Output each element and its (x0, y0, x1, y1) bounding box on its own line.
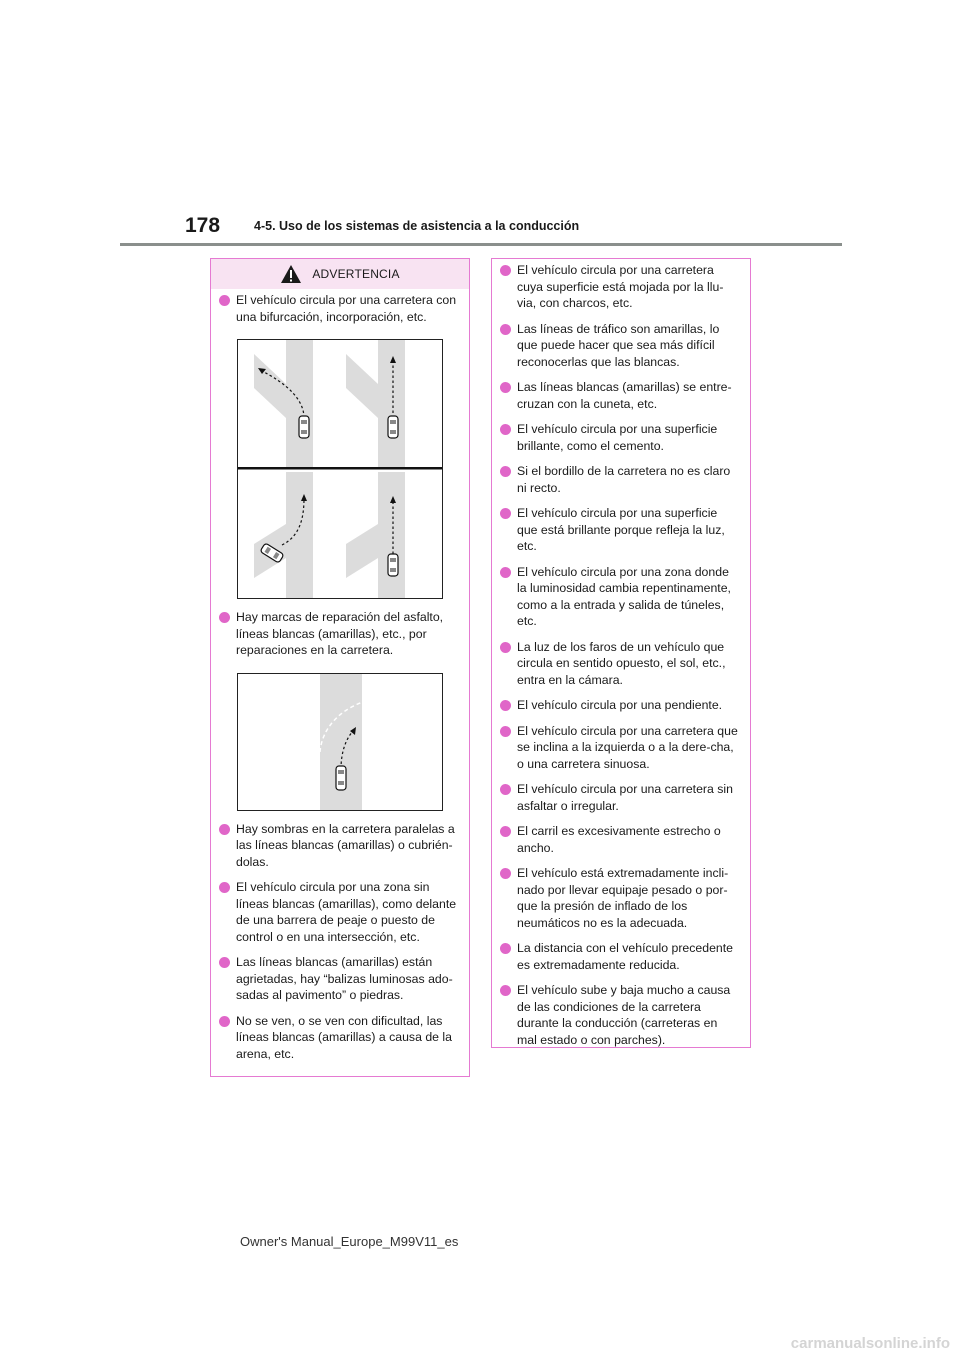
list-item: El vehículo circula por una zona donde la luminosidad cambia repentinamente, como a la entrada y salida de túneles, etc. (499, 564, 738, 630)
car-icon (388, 554, 398, 576)
warning-list-right (492, 259, 750, 1048)
list-item: Las líneas blancas (amarillas) están agrietadas, hay “balizas luminosas ado-sadas al pavimento” o piedras. (218, 954, 457, 1004)
warning-list-a (211, 289, 469, 325)
list-item: La luz de los faros de un vehículo que circula en sentido opuesto, el sol, etc., entra en la cámara. (499, 639, 738, 689)
list-item: El vehículo circula por una superficie brillante, como el cemento. (499, 421, 738, 454)
list-item: El vehículo circula por una pendiente. (499, 697, 738, 714)
list-item: Si el bordillo de la carretera no es claro ni recto. (499, 463, 738, 496)
list-item: El vehículo circula por una carretera cuya superficie está mojada por la llu-via, con charcos, etc. (499, 262, 738, 312)
list-item: La distancia con el vehículo precedente es extremadamente reducida. (499, 940, 738, 973)
list-item: El vehículo circula por una carretera sin asfaltar o irregular. (499, 781, 738, 814)
list-item: Hay marcas de reparación del asfalto, líneas blancas (amarillas), etc., por reparaciones en la carretera. (218, 609, 457, 659)
warning-triangle-icon (280, 264, 302, 284)
list-item: El vehículo circula por una zona sin líneas blancas (amarillas), como delante de una barrera de peaje o puesto de control o en una intersección, etc. (218, 879, 457, 945)
section-title: 4-5. Uso de los sistemas de asistencia a la conducción (254, 219, 580, 233)
list-item: El vehículo está extremadamente incli-nado por llevar equipaje pesado o por-que la presión de inflado de los neumáticos no es la adecuada. (499, 865, 738, 931)
list-item: No se ven, o se ven con dificultad, las líneas blancas (amarillas) a causa de la arena, etc. (218, 1013, 457, 1063)
watermark: carmanualsonline.info (790, 1335, 950, 1352)
car-icon (299, 416, 309, 438)
car-icon (336, 766, 346, 790)
warning-list-b (211, 609, 469, 659)
warning-list-c (211, 821, 469, 1063)
list-item: El vehículo sube y baja mucho a causa de las condiciones de la carretera durante la conducción (carreteras en mal estado o con parches). (499, 982, 738, 1048)
list-item: El vehículo circula por una carretera que se inclina a la izquierda o a la dere-cha, o una carretera sinuosa. (499, 723, 738, 773)
warning-box (210, 258, 470, 1077)
list-item: El vehículo circula por una superficie que está brillante porque refleja la luz, etc. (499, 505, 738, 555)
car-icon (388, 416, 398, 438)
figure-road-fork (237, 339, 443, 599)
footer-text: Owner's Manual_Europe_M99V11_es (240, 1234, 459, 1249)
list-item: Las líneas de tráfico son amarillas, lo que puede hacer que sea más difícil reconocerlas que las blancas. (499, 321, 738, 371)
page-number: 178 (185, 214, 221, 237)
warning-header (211, 259, 469, 289)
list-item: El vehículo circula por una carretera con una bifurcación, incorporación, etc. (218, 292, 457, 325)
list-item: Las líneas blancas (amarillas) se entre-cruzan con la cuneta, etc. (499, 379, 738, 412)
header-divider (120, 243, 842, 246)
list-item: El carril es excesivamente estrecho o ancho. (499, 823, 738, 856)
list-item: Hay sombras en la carretera paralelas a las líneas blancas (amarillas) o cubrién-dolas. (218, 821, 457, 871)
warning-title: ADVERTENCIA (312, 267, 400, 281)
warning-box-continued (491, 258, 751, 1048)
figure-repair-marks (237, 673, 443, 811)
